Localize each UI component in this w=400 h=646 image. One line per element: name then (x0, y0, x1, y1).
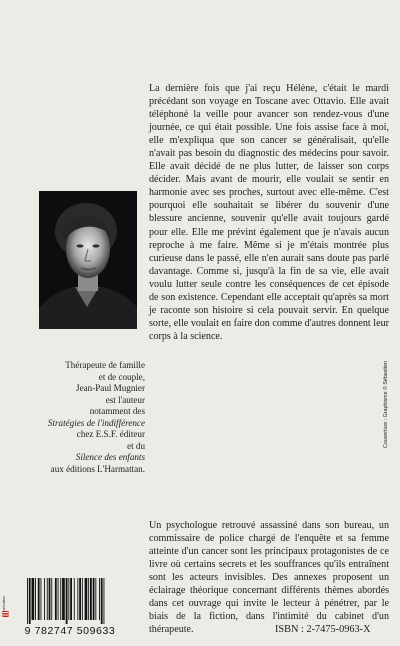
cover-credit: Couverture : Graphisme © Sébastien (383, 361, 389, 448)
author-photo (39, 191, 137, 329)
publisher-mark: harmattan (2, 595, 6, 612)
bio-line: Thérapeute de famille (65, 360, 145, 370)
bio-line: aux éditions L'Harmattan. (50, 463, 145, 474)
bio-book-title: Stratégies de l'indifférence (47, 417, 145, 428)
bio-line: notamment des (89, 406, 145, 416)
bio-line: est l'auteur (105, 394, 145, 405)
barcode-number: 9 782747 509633 (24, 625, 116, 636)
bio-line: et du (127, 440, 145, 451)
bio-line: et de couple, (98, 371, 145, 382)
bio-book-title: Silence des enfants (75, 452, 145, 462)
book-excerpt: La dernière fois que j'ai reçu Hélène, c'était le mardi précédant son voyage en Toscane avec Ottavio. Elle avait téléphoné la veille pour avancer son rendez-vous d'une journée, ce qui était possible. Une fois assise face à moi, elle m'expliqua que son cancer se généralisait, qu'elle n'avait pas besoin du diagnostic des médecins pour savoir. Elle avait décidé de ne plus lutter, de laisser son corps décider. Mais avant de mourir, elle voulait se sentir en harmonie avec ses proches, surtout avec elle-même. C'est pourquoi elle souhaitait se libérer du souvenir d'une blessure ancienne, souvenir qu'elle avait toujours gardé pour elle. Elle me prévint également que je n'avais aucun reproche à me faire. Même si je m'étais montrée plus curieuse dans le passé, elle n'en aurait sans doute pas parlé davantage. Comme si, jusqu'à la fin de sa vie, elle avait voulu lutter seule contre les conséquences de cet épisode de son existence. Cependant elle acceptait qu'après sa mort je raconte son histoire si cela pouvait servir. En quelque sorte, elle voulait en faire don comme d'autres donnent leur corps à la science. (149, 83, 389, 342)
barcode-bars (27, 578, 104, 624)
barcode (15, 576, 125, 636)
author-portrait-image (39, 191, 137, 329)
bio-author-name: Jean-Paul Mugnier (76, 383, 145, 393)
book-summary: Un psychologue retrouvé assassiné dans son bureau, un commissaire de police chargé de l'enquête et sa femme atteinte d'un cancer sont les principaux protagonistes de ce livre où certains secrets et les souffrances qu'ils entraînent sont les acteurs invisibles. Des annexes proposent un éclairage théorique concernant différents thèmes abordés dans cet ouvrage qui invite le lecteur à pénétrer, par le biais de la fiction, dans l'intimité du cabinet d'un thérapeute. (149, 520, 389, 636)
isbn: ISBN : 2-7475-0963-X (275, 624, 371, 635)
author-bio (0, 360, 145, 475)
bio-line: chez E.S.F. éditeur (76, 429, 145, 439)
